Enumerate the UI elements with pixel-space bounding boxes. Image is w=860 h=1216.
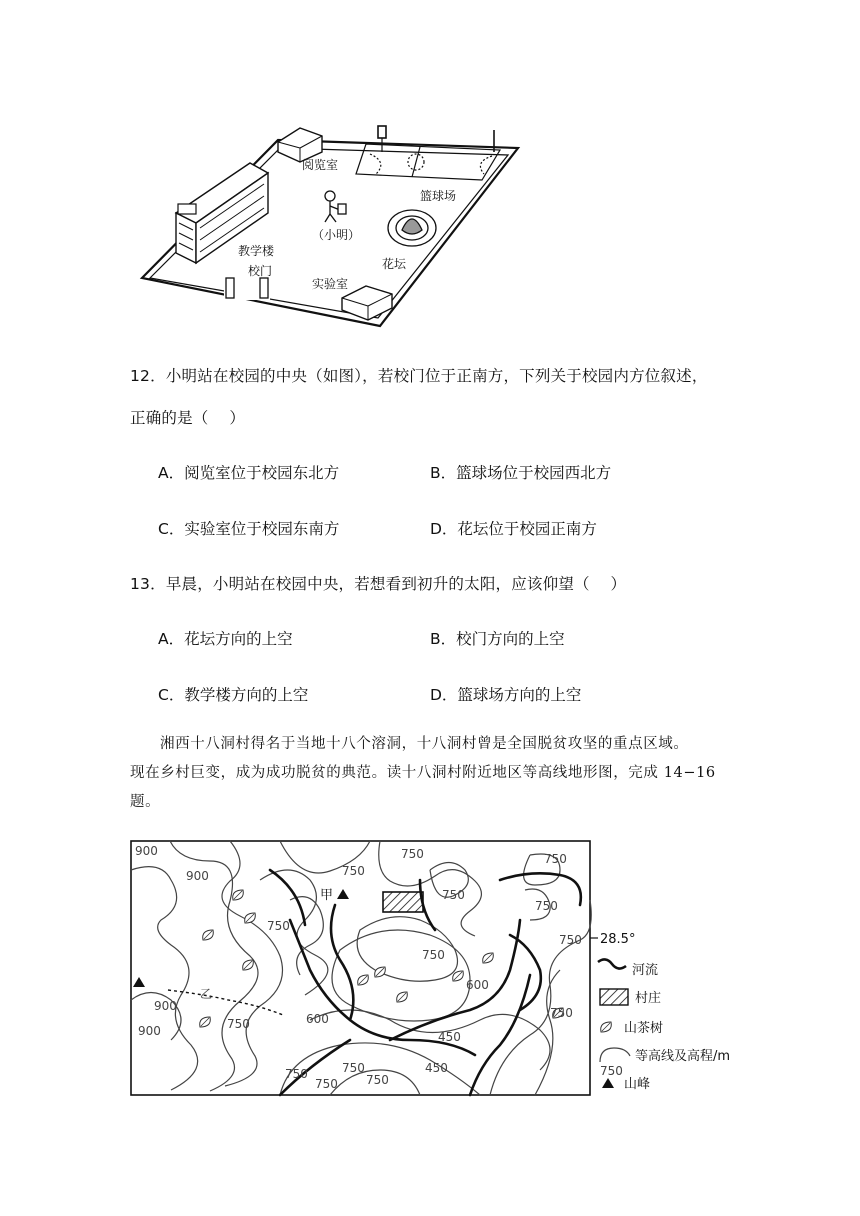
elev-750: 750 — [559, 933, 582, 947]
legend-village-icon — [600, 989, 628, 1005]
label-school-gate: 校门 — [248, 264, 273, 278]
elev-750: 750 — [544, 852, 567, 866]
elev-750: 750 — [442, 888, 465, 902]
xiaoming-figure — [325, 191, 346, 222]
label-xiaoming: （小明） — [312, 228, 361, 242]
label-flower-bed: 花坛 — [382, 257, 407, 271]
legend-village-label: 村庄 — [635, 991, 662, 1006]
label-peak-jia: 甲 — [320, 888, 334, 903]
reading-room-drawing — [278, 128, 322, 162]
passage-line3: 题。 — [130, 794, 161, 810]
elev-750: 750 — [366, 1073, 389, 1087]
q12-option-a[interactable]: A．阅览室位于校园东北方 — [158, 464, 340, 482]
label-teaching-building: 教学楼 — [238, 244, 275, 258]
legend-river-icon — [598, 959, 626, 968]
legend-peak-icon — [602, 1078, 614, 1088]
elev-600: 600 — [466, 978, 489, 992]
label-basketball-court: 篮球场 — [420, 189, 457, 203]
village-symbol — [383, 892, 423, 912]
q12-stem-line2: 正确的是（ ） — [130, 409, 246, 427]
legend-camellia-label: 山茶树 — [624, 1021, 664, 1036]
elev-750: 750 — [422, 948, 445, 962]
legend-contour-sample: 750 — [600, 1064, 623, 1078]
contour-map — [130, 840, 730, 1100]
elev-750: 750 — [342, 864, 365, 878]
elev-600: 600 — [306, 1012, 329, 1026]
q13-option-a[interactable]: A．花坛方向的上空 — [158, 630, 293, 648]
laboratory-drawing — [342, 286, 392, 320]
passage-line1: 湘西十八洞村得名于当地十八个溶洞，十八洞村曾是全国脱贫攻坚的重点区域。 — [160, 736, 689, 752]
elev-750: 750 — [342, 1061, 365, 1075]
q12-option-d[interactable]: D．花坛位于校园正南方 — [430, 520, 597, 538]
legend-camellia-icon — [601, 1022, 612, 1032]
legend-river-label: 河流 — [632, 963, 659, 978]
elev-450: 450 — [425, 1061, 448, 1075]
elev-900: 900 — [135, 844, 158, 858]
flower-bed-drawing — [388, 210, 436, 246]
elev-750: 750 — [227, 1017, 250, 1031]
legend — [598, 959, 730, 1092]
elev-900: 900 — [138, 1024, 161, 1038]
legend-contour-icon — [600, 1048, 630, 1062]
elev-750: 750 — [550, 1006, 573, 1020]
latitude-label: 28.5° — [600, 932, 636, 947]
q13-option-d[interactable]: D．篮球场方向的上空 — [430, 686, 582, 704]
label-reading-room: 阅览室 — [302, 158, 339, 172]
elev-900: 900 — [186, 869, 209, 883]
elev-750: 750 — [315, 1077, 338, 1091]
elev-750: 750 — [285, 1067, 308, 1081]
q12-option-c[interactable]: C．实验室位于校园东南方 — [158, 520, 340, 538]
q12-option-b[interactable]: B．篮球场位于校园西北方 — [430, 464, 612, 482]
elev-750: 750 — [401, 847, 424, 861]
campus-figure — [130, 118, 530, 338]
q13-option-b[interactable]: B．校门方向的上空 — [430, 630, 565, 648]
legend-contour-label: 等高线及高程/m — [635, 1049, 730, 1064]
label-laboratory: 实验室 — [312, 277, 349, 291]
q13-option-c[interactable]: C．教学楼方向的上空 — [158, 686, 309, 704]
passage-line2: 现在乡村巨变，成为成功脱贫的典范。读十八洞村附近地区等高线地形图，完成 14−16 — [130, 765, 716, 781]
elev-900: 900 — [154, 999, 177, 1013]
elev-750: 750 — [535, 899, 558, 913]
elev-750: 750 — [267, 919, 290, 933]
elev-450: 450 — [438, 1030, 461, 1044]
q13-stem: 13．早晨，小明站在校园中央，若想看到初升的太阳，应该仰望（ ） — [130, 575, 627, 593]
q12-stem-line1: 12．小明站在校园的中央（如图），若校门位于正南方，下列关于校园内方位叙述， — [130, 367, 708, 385]
legend-peak-label: 山峰 — [624, 1077, 651, 1092]
label-yi: 乙 — [200, 987, 213, 1001]
